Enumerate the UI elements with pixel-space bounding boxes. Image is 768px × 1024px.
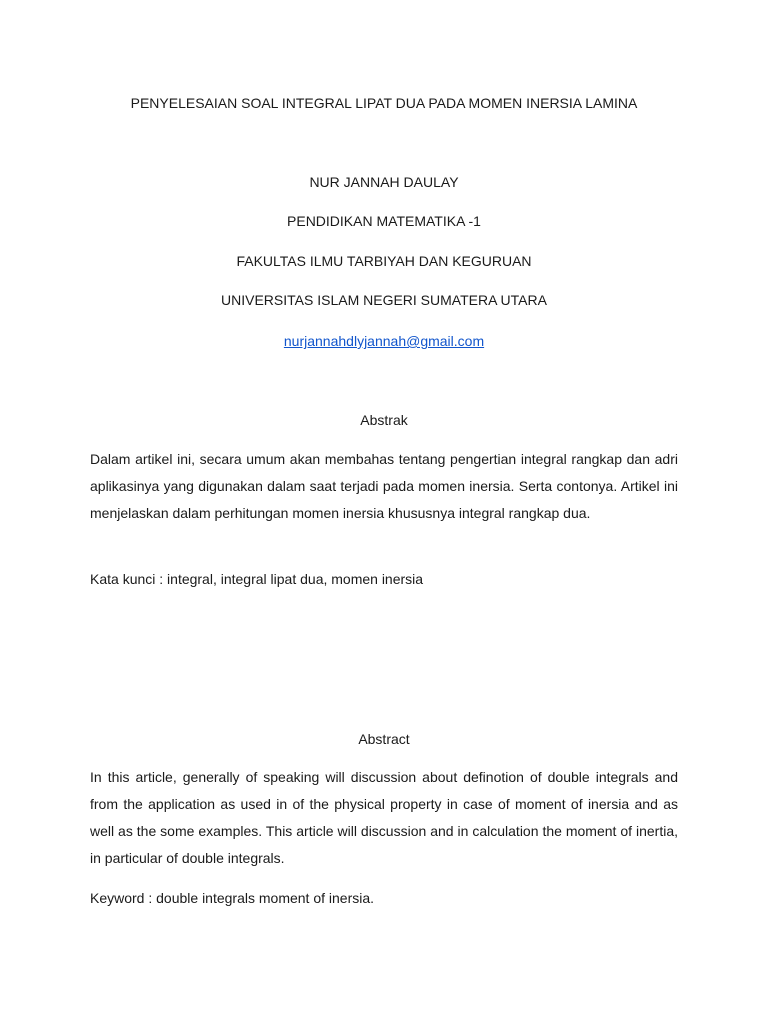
email-line: [0, 332, 768, 350]
abstrak-body: Dalam artikel ini, secara umum akan membahas tentang pengertian integral rangkap dan adri aplikasinya yang digunakan dalam saat terjadi pada momen inersia. Serta contonya. Artikel ini menjelaskan dalam perhitungan momen inersia khususnya integral rangkap dua.: [90, 451, 678, 521]
abstract-heading: Abstract: [358, 731, 410, 747]
abstrak-heading: Abstrak: [360, 412, 408, 428]
abstrak-keywords: Kata kunci : integral, integral lipat dua, momen inersia: [90, 571, 424, 587]
author-name: NUR JANNAH DAULAY: [309, 174, 459, 190]
paper-title: PENYELESAIAN SOAL INTEGRAL LIPAT DUA PADA MOMEN INERSIA LAMINA: [130, 95, 638, 111]
faculty-name: FAKULTAS ILMU TARBIYAH DAN KEGURUAN: [236, 253, 532, 269]
study-program: PENDIDIKAN MATEMATIKA -1: [287, 213, 481, 229]
email-link[interactable]: nurjannahdlyjannah@gmail.com: [283, 333, 485, 349]
university-name: UNIVERSITAS ISLAM NEGERI SUMATERA UTARA: [221, 292, 547, 308]
abstract-body: In this article, generally of speaking will discussion about definotion of double integrals and from the application as used in of the physical property in case of moment of inersia and as well as the some examples. This article will discussion and in calculation the moment of inertia, in particular of double integrals.: [90, 769, 678, 866]
abstract-keywords: Keyword : double integrals moment of inersia.: [90, 890, 375, 906]
